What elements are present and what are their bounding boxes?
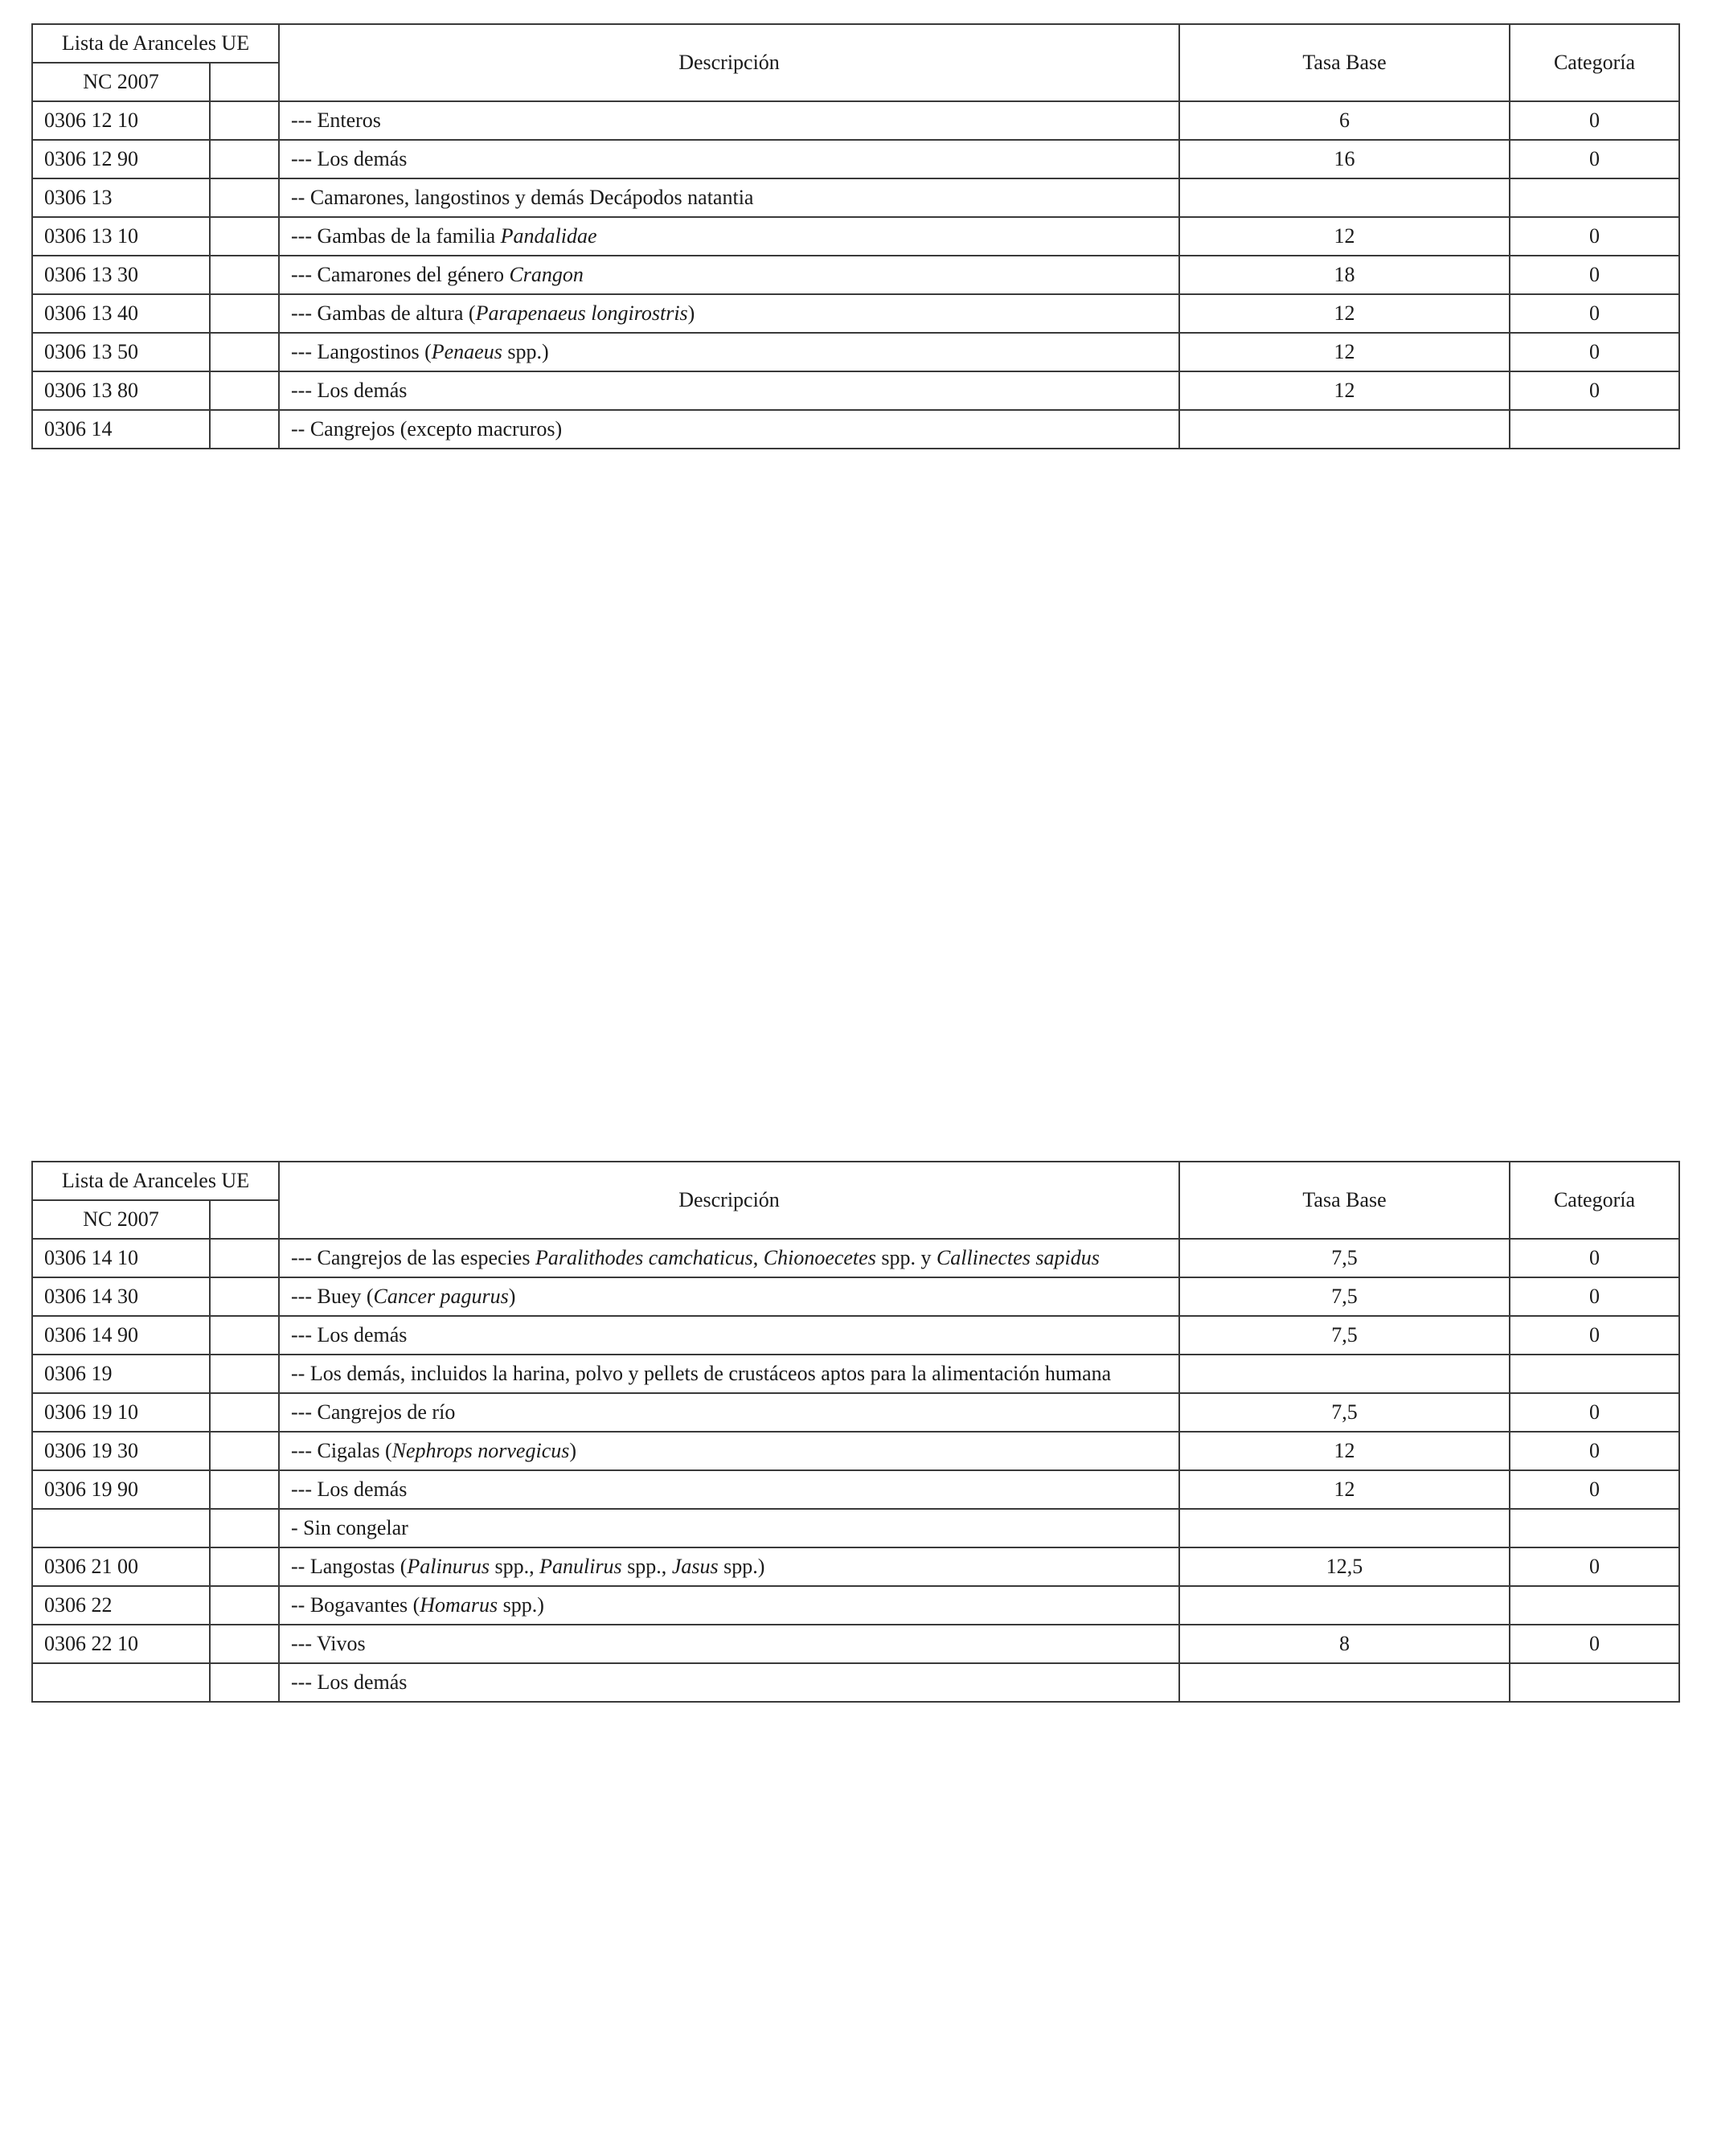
category-cell: 0 bbox=[1510, 1547, 1679, 1586]
description-text: --- Los demás bbox=[291, 1670, 408, 1694]
description-italic-text: Pandalidae bbox=[500, 224, 597, 248]
nc-sub-cell bbox=[210, 1547, 279, 1586]
description-italic-text: Crangon bbox=[509, 263, 584, 286]
description-cell bbox=[279, 333, 1179, 371]
category-cell: 0 bbox=[1510, 1625, 1679, 1663]
base-rate-cell bbox=[1179, 1663, 1510, 1702]
category-header: Categoría bbox=[1510, 24, 1679, 101]
category-cell: 0 bbox=[1510, 371, 1679, 410]
description-text: -- Cangrejos (excepto macruros) bbox=[291, 417, 563, 441]
description-text: --- Buey ( bbox=[291, 1285, 374, 1308]
table-row bbox=[32, 1277, 1679, 1316]
description-text: -- Bogavantes ( bbox=[291, 1593, 420, 1617]
nc-code-cell: 0306 14 bbox=[32, 410, 210, 449]
table-row bbox=[32, 1355, 1679, 1393]
nc-code-cell: 0306 13 50 bbox=[32, 333, 210, 371]
nc-code-cell: 0306 14 90 bbox=[32, 1316, 210, 1355]
base-rate-header: Tasa Base bbox=[1179, 1162, 1510, 1239]
description-italic-text: Chionoecetes bbox=[763, 1246, 876, 1269]
description-cell bbox=[279, 1663, 1179, 1702]
category-cell: 0 bbox=[1510, 256, 1679, 294]
table-row bbox=[32, 294, 1679, 333]
nc-code-cell: 0306 13 40 bbox=[32, 294, 210, 333]
nc-code-cell bbox=[32, 1509, 210, 1547]
table-row bbox=[32, 178, 1679, 217]
list-header: Lista de Aranceles UE bbox=[32, 1162, 279, 1200]
nc-code-cell: 0306 12 90 bbox=[32, 140, 210, 178]
category-cell: 0 bbox=[1510, 1470, 1679, 1509]
category-cell: 0 bbox=[1510, 101, 1679, 140]
description-cell bbox=[279, 1625, 1179, 1663]
description-text: -- Langostas ( bbox=[291, 1555, 408, 1578]
table-row bbox=[32, 140, 1679, 178]
description-text: --- Los demás bbox=[291, 1478, 408, 1501]
table-row bbox=[32, 1586, 1679, 1625]
category-cell: 0 bbox=[1510, 294, 1679, 333]
table-row bbox=[32, 1393, 1679, 1432]
nc-sub-cell bbox=[210, 1316, 279, 1355]
header-row-top bbox=[32, 24, 1679, 63]
nc-sub-cell bbox=[210, 1355, 279, 1393]
nc-code-cell: 0306 14 30 bbox=[32, 1277, 210, 1316]
base-rate-cell: 8 bbox=[1179, 1625, 1510, 1663]
nc-sub-cell bbox=[210, 1277, 279, 1316]
table-row bbox=[32, 1509, 1679, 1547]
category-cell bbox=[1510, 1355, 1679, 1393]
category-cell bbox=[1510, 1509, 1679, 1547]
nc-sub-cell bbox=[210, 410, 279, 449]
table-row bbox=[32, 410, 1679, 449]
description-italic-text: Palinurus bbox=[407, 1555, 490, 1578]
description-italic-text: Paralithodes camchaticus bbox=[535, 1246, 753, 1269]
list-header: Lista de Aranceles UE bbox=[32, 24, 279, 63]
base-rate-cell: 12 bbox=[1179, 1470, 1510, 1509]
description-text: --- Gambas de altura ( bbox=[291, 301, 476, 325]
nc-code-cell: 0306 22 10 bbox=[32, 1625, 210, 1663]
tariff-table-2 bbox=[31, 1161, 1680, 1703]
description-italic-text: Callinectes sapidus bbox=[936, 1246, 1100, 1269]
description-text: ) bbox=[508, 1285, 516, 1308]
description-text: , bbox=[752, 1246, 764, 1269]
description-cell bbox=[279, 1239, 1179, 1277]
nc-sub-cell bbox=[210, 101, 279, 140]
description-text: --- Cigalas ( bbox=[291, 1439, 392, 1462]
nc-subheader-blank bbox=[210, 1200, 279, 1239]
base-rate-cell: 7,5 bbox=[1179, 1277, 1510, 1316]
base-rate-cell: 12 bbox=[1179, 294, 1510, 333]
description-cell bbox=[279, 217, 1179, 256]
nc-code-cell: 0306 19 10 bbox=[32, 1393, 210, 1432]
nc-header: NC 2007 bbox=[32, 63, 210, 101]
base-rate-cell bbox=[1179, 410, 1510, 449]
category-cell: 0 bbox=[1510, 1393, 1679, 1432]
description-cell bbox=[279, 1586, 1179, 1625]
description-cell bbox=[279, 1470, 1179, 1509]
base-rate-cell bbox=[1179, 1586, 1510, 1625]
table-row bbox=[32, 217, 1679, 256]
description-cell bbox=[279, 1355, 1179, 1393]
category-header: Categoría bbox=[1510, 1162, 1679, 1239]
description-italic-text: Parapenaeus longirostris bbox=[475, 301, 688, 325]
table-body bbox=[32, 101, 1679, 449]
description-text: spp. y bbox=[875, 1246, 936, 1269]
nc-sub-cell bbox=[210, 1625, 279, 1663]
nc-header: NC 2007 bbox=[32, 1200, 210, 1239]
description-cell bbox=[279, 256, 1179, 294]
base-rate-header: Tasa Base bbox=[1179, 24, 1510, 101]
table-row bbox=[32, 333, 1679, 371]
base-rate-cell: 12 bbox=[1179, 217, 1510, 256]
description-cell bbox=[279, 294, 1179, 333]
description-italic-text: Penaeus bbox=[431, 340, 502, 363]
base-rate-cell: 16 bbox=[1179, 140, 1510, 178]
base-rate-cell: 18 bbox=[1179, 256, 1510, 294]
base-rate-cell: 7,5 bbox=[1179, 1316, 1510, 1355]
nc-sub-cell bbox=[210, 1509, 279, 1547]
category-cell bbox=[1510, 1586, 1679, 1625]
category-cell: 0 bbox=[1510, 1432, 1679, 1470]
nc-code-cell: 0306 19 bbox=[32, 1355, 210, 1393]
description-header: Descripción bbox=[279, 1162, 1179, 1239]
description-cell bbox=[279, 410, 1179, 449]
base-rate-cell: 7,5 bbox=[1179, 1239, 1510, 1277]
description-cell bbox=[279, 1393, 1179, 1432]
description-text: --- Los demás bbox=[291, 147, 408, 170]
description-header: Descripción bbox=[279, 24, 1179, 101]
table-row bbox=[32, 371, 1679, 410]
nc-code-cell: 0306 12 10 bbox=[32, 101, 210, 140]
description-cell bbox=[279, 1547, 1179, 1586]
description-italic-text: Nephrops norvegicus bbox=[391, 1439, 570, 1462]
nc-code-cell bbox=[32, 1663, 210, 1702]
nc-sub-cell bbox=[210, 1663, 279, 1702]
description-text: --- Gambas de la familia bbox=[291, 224, 501, 248]
nc-code-cell: 0306 19 30 bbox=[32, 1432, 210, 1470]
description-text: --- Camarones del género bbox=[291, 263, 510, 286]
description-cell bbox=[279, 1432, 1179, 1470]
nc-sub-cell bbox=[210, 1470, 279, 1509]
description-text: spp., bbox=[489, 1555, 540, 1578]
base-rate-cell: 7,5 bbox=[1179, 1393, 1510, 1432]
nc-subheader-blank bbox=[210, 63, 279, 101]
description-text: spp., bbox=[621, 1555, 672, 1578]
description-text: --- Los demás bbox=[291, 1323, 408, 1346]
nc-sub-cell bbox=[210, 1239, 279, 1277]
description-cell bbox=[279, 1277, 1179, 1316]
description-text: --- Cangrejos de las especies bbox=[291, 1246, 535, 1269]
description-text: ) bbox=[569, 1439, 577, 1462]
base-rate-cell bbox=[1179, 178, 1510, 217]
nc-sub-cell bbox=[210, 1432, 279, 1470]
description-cell bbox=[279, 140, 1179, 178]
base-rate-cell: 12 bbox=[1179, 1432, 1510, 1470]
description-italic-text: Panulirus bbox=[539, 1555, 622, 1578]
table-row bbox=[32, 101, 1679, 140]
description-cell bbox=[279, 178, 1179, 217]
base-rate-cell: 12 bbox=[1179, 333, 1510, 371]
description-text: - Sin congelar bbox=[291, 1516, 408, 1539]
description-cell bbox=[279, 101, 1179, 140]
description-cell bbox=[279, 1509, 1179, 1547]
table-row bbox=[32, 1432, 1679, 1470]
nc-sub-cell bbox=[210, 294, 279, 333]
nc-sub-cell bbox=[210, 217, 279, 256]
nc-sub-cell bbox=[210, 371, 279, 410]
table-body bbox=[32, 1239, 1679, 1702]
category-cell: 0 bbox=[1510, 217, 1679, 256]
description-text: spp.) bbox=[498, 1593, 544, 1617]
table-row bbox=[32, 256, 1679, 294]
description-cell bbox=[279, 1316, 1179, 1355]
description-italic-text: Homarus bbox=[420, 1593, 498, 1617]
description-text: spp.) bbox=[502, 340, 549, 363]
description-text: --- Langostinos ( bbox=[291, 340, 432, 363]
nc-sub-cell bbox=[210, 140, 279, 178]
nc-code-cell: 0306 13 10 bbox=[32, 217, 210, 256]
tariff-table-1 bbox=[31, 23, 1680, 449]
table-row bbox=[32, 1663, 1679, 1702]
description-text: ) bbox=[687, 301, 695, 325]
nc-code-cell: 0306 13 80 bbox=[32, 371, 210, 410]
nc-code-cell: 0306 14 10 bbox=[32, 1239, 210, 1277]
description-text: --- Enteros bbox=[291, 109, 381, 132]
base-rate-cell: 12 bbox=[1179, 371, 1510, 410]
nc-code-cell: 0306 19 90 bbox=[32, 1470, 210, 1509]
description-italic-text: Jasus bbox=[671, 1555, 719, 1578]
description-text: --- Los demás bbox=[291, 379, 408, 402]
table-row bbox=[32, 1239, 1679, 1277]
nc-sub-cell bbox=[210, 1393, 279, 1432]
nc-code-cell: 0306 22 bbox=[32, 1586, 210, 1625]
category-cell bbox=[1510, 410, 1679, 449]
nc-code-cell: 0306 13 30 bbox=[32, 256, 210, 294]
category-cell: 0 bbox=[1510, 1239, 1679, 1277]
category-cell: 0 bbox=[1510, 333, 1679, 371]
description-text: -- Camarones, langostinos y demás Decápodos natantia bbox=[291, 186, 754, 209]
base-rate-cell bbox=[1179, 1355, 1510, 1393]
table-row bbox=[32, 1547, 1679, 1586]
table-row bbox=[32, 1470, 1679, 1509]
description-text: spp.) bbox=[718, 1555, 765, 1578]
nc-sub-cell bbox=[210, 1586, 279, 1625]
nc-sub-cell bbox=[210, 178, 279, 217]
base-rate-cell: 12,5 bbox=[1179, 1547, 1510, 1586]
base-rate-cell bbox=[1179, 1509, 1510, 1547]
category-cell bbox=[1510, 1663, 1679, 1702]
base-rate-cell: 6 bbox=[1179, 101, 1510, 140]
table-row bbox=[32, 1316, 1679, 1355]
description-italic-text: Cancer pagurus bbox=[373, 1285, 509, 1308]
table-row bbox=[32, 1625, 1679, 1663]
category-cell bbox=[1510, 178, 1679, 217]
nc-sub-cell bbox=[210, 333, 279, 371]
nc-code-cell: 0306 21 00 bbox=[32, 1547, 210, 1586]
description-text: -- Los demás, incluidos la harina, polvo y pellets de crustáceos aptos para la alimentación humana bbox=[291, 1362, 1112, 1385]
nc-code-cell: 0306 13 bbox=[32, 178, 210, 217]
category-cell: 0 bbox=[1510, 140, 1679, 178]
header-row-top bbox=[32, 1162, 1679, 1200]
nc-sub-cell bbox=[210, 256, 279, 294]
category-cell: 0 bbox=[1510, 1316, 1679, 1355]
category-cell: 0 bbox=[1510, 1277, 1679, 1316]
description-text: --- Vivos bbox=[291, 1632, 366, 1655]
description-text: --- Cangrejos de río bbox=[291, 1400, 456, 1424]
description-cell bbox=[279, 371, 1179, 410]
